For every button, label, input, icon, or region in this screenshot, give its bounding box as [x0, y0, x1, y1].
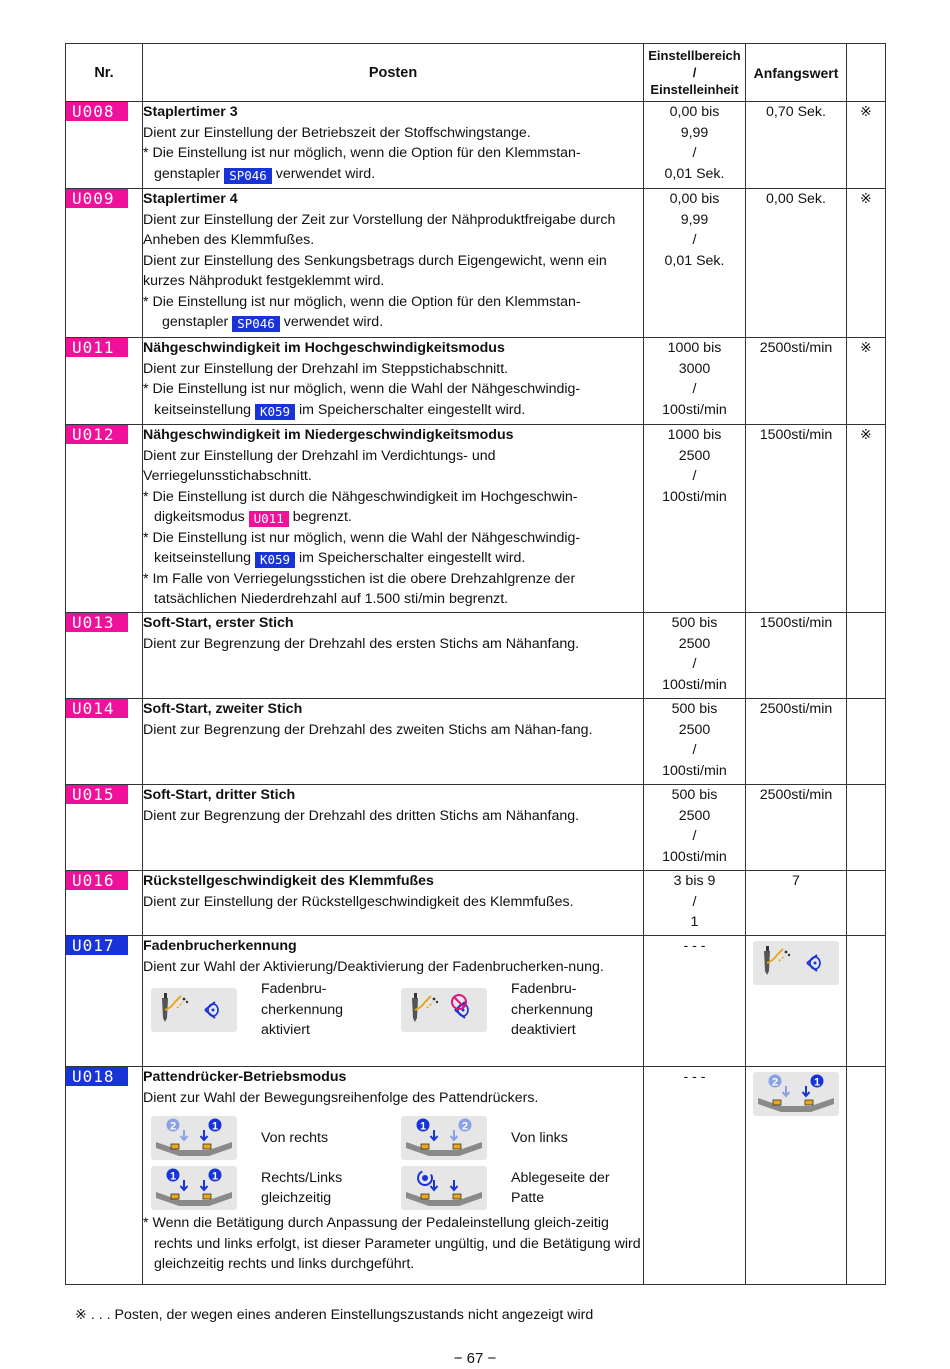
header-mark: [847, 44, 886, 102]
initial-value: [746, 1067, 847, 1285]
flap-presser-left-icon: [401, 1116, 487, 1160]
item-description: Dient zur Einstellung der Zeit zur Vorstellung der Nähproduktfreigabe durch Anheben des Klemmfußes.: [143, 211, 616, 248]
flap-presser-right-icon: [753, 1072, 839, 1116]
code-badge-inline: U011: [249, 511, 289, 527]
header-nr: Nr.: [66, 44, 143, 102]
item-title: Nähgeschwindigkeit im Hochgeschwindigkeitsmodus: [143, 340, 505, 356]
item-note: * Die Einstellung ist durch die Nähgeschwindigkeit im Hochgeschwin- digkeitsmodus U011 begrenzt.: [143, 488, 578, 526]
memory-switch-badge: K059: [255, 404, 295, 420]
setting-range: 0,00 bis 9,99 / 0,01 Sek.: [644, 102, 746, 189]
initial-value: 7: [746, 871, 847, 936]
code-badge: U014: [66, 699, 128, 718]
option-label: Ablegeseite der Patte: [511, 1169, 610, 1206]
header-row: [66, 44, 886, 102]
item-description: Dient zur Einstellung der Betriebszeit der Stoffschwingstange.: [143, 124, 531, 141]
option-label: Von rechts: [261, 1129, 329, 1146]
option-label: Rechts/Links gleichzeitig: [261, 1169, 343, 1206]
option-code-badge: SP046: [232, 316, 280, 332]
item-title: Rückstellgeschwindigkeit des Klemmfußes: [143, 873, 434, 889]
setting-range: 1000 bis 2500 / 100sti/min: [644, 425, 746, 613]
item-description: Dient zur Einstellung der Drehzahl im Steppstichabschnitt.: [143, 360, 509, 377]
setting-range: 500 bis 2500 / 100sti/min: [644, 785, 746, 871]
table-row: [66, 785, 886, 871]
initial-value: 2500sti/min: [746, 699, 847, 785]
item-note: * Die Einstellung ist nur möglich, wenn die Option für den Klemmstan- genstapler SP046 verwendet wird.: [143, 145, 581, 183]
initial-value: 0,00 Sek.: [746, 189, 847, 338]
item-description: Dient zur Begrenzung der Drehzahl des ersten Stichs am Nähanfang.: [143, 635, 580, 652]
thread-break-enabled-icon: [151, 988, 237, 1032]
item-note: * Die Einstellung ist nur möglich, wenn die Option für den Klemmstan- genstapler SP046 verwendet wird.: [143, 293, 581, 331]
initial-value: 1500sti/min: [746, 613, 847, 699]
item-description: Dient zur Begrenzung der Drehzahl des dritten Stichs am Nähanfang.: [143, 807, 580, 824]
hidden-mark: ※: [847, 102, 886, 189]
item-description: Dient zur Einstellung der Rückstellgeschwindigkeit des Klemmfußes.: [143, 893, 574, 910]
code-badge: U015: [66, 785, 128, 804]
table-row: [66, 613, 886, 699]
thread-break-disabled-icon: [401, 988, 487, 1032]
setting-range: 1000 bis 3000 / 100sti/min: [644, 338, 746, 425]
table-row: [66, 189, 886, 338]
flap-presser-side-icon: [401, 1166, 487, 1210]
hidden-mark: ※: [847, 338, 886, 425]
hidden-mark: ※: [847, 425, 886, 613]
item-note: * Im Falle von Verriegelungsstichen ist die obere Drehzahlgrenze der tatsächlichen Niederdrehzahl auf 1.500 sti/min begrenzt.: [143, 570, 576, 607]
item-description: Dient zur Wahl der Aktivierung/Deaktivierung der Fadenbrucherken-nung.: [143, 958, 604, 975]
setting-range: - - -: [644, 1067, 746, 1285]
setting-range: 0,00 bis 9,99 / 0,01 Sek.: [644, 189, 746, 338]
footnote: ※ . . . Posten, der wegen eines anderen Einstellungszustands nicht angezeigt wird: [75, 1307, 594, 1323]
code-badge: U012: [66, 425, 128, 444]
setting-range: 3 bis 9 / 1: [644, 871, 746, 936]
table-row: [66, 871, 886, 936]
memory-switch-badge: K059: [255, 552, 295, 568]
item-description: Dient zur Wahl der Bewegungsreihenfolge des Pattendrückers.: [143, 1089, 539, 1106]
header-posten: Posten: [143, 44, 644, 102]
item-description: Dient zur Begrenzung der Drehzahl des zweiten Stichs am Nähan-fang.: [143, 721, 593, 738]
table-row: [66, 338, 886, 425]
initial-value: 1500sti/min: [746, 425, 847, 613]
item-note: * Die Einstellung ist nur möglich, wenn die Wahl der Nähgeschwindig- keitseinstellung K059 im Speicherschalter eingestellt wird.: [143, 529, 581, 567]
table-row: [66, 425, 886, 613]
option-code-badge: SP046: [224, 168, 272, 184]
settings-table: [65, 43, 886, 1285]
item-title: Soft-Start, erster Stich: [143, 615, 294, 631]
option-label: Von links: [511, 1129, 568, 1146]
setting-range: 500 bis 2500 / 100sti/min: [644, 613, 746, 699]
code-badge: U018: [66, 1067, 128, 1086]
flap-presser-both-icon: [151, 1166, 237, 1210]
hidden-mark: ※: [847, 189, 886, 338]
option-label: Fadenbru-cherkennung deaktiviert: [511, 981, 594, 1038]
table-row: [66, 699, 886, 785]
code-badge: U011: [66, 338, 128, 357]
header-anfangswert: Anfangswert: [746, 44, 847, 102]
initial-value: 2500sti/min: [746, 785, 847, 871]
initial-value: [746, 936, 847, 1067]
setting-range: - - -: [644, 936, 746, 1067]
initial-value: 2500sti/min: [746, 338, 847, 425]
code-badge: U013: [66, 613, 128, 632]
page-number: − 67 −: [453, 1350, 497, 1367]
item-description: Dient zur Einstellung des Senkungsbetrags durch Eigengewicht, wenn ein kurzes Nähprodukt festgeklemmt wird.: [143, 252, 607, 289]
option-label: Fadenbru-cherkennung aktiviert: [261, 981, 344, 1038]
table-row: [66, 936, 886, 1067]
item-title: Staplertimer 3: [143, 104, 238, 120]
item-title: Soft-Start, zweiter Stich: [143, 701, 303, 717]
initial-value: 0,70 Sek.: [746, 102, 847, 189]
code-badge: U009: [66, 189, 128, 208]
item-title: Soft-Start, dritter Stich: [143, 787, 296, 803]
item-note: * Wenn die Betätigung durch Anpassung der Pedaleinstellung gleich-zeitig rechts und links erfolgt, ist dieser Parameter ungültig, und die Betätigung wird gleichzeitig rechts und links durchgeführt.: [143, 1215, 641, 1272]
thread-break-enabled-icon: [753, 941, 839, 985]
item-title: Pattendrücker-Betriebsmodus: [143, 1069, 347, 1085]
table-row: [66, 102, 886, 189]
code-badge: U016: [66, 871, 128, 890]
item-title: Fadenbrucherkennung: [143, 938, 297, 954]
code-badge: U008: [66, 102, 128, 121]
code-badge: U017: [66, 936, 128, 955]
item-note: * Die Einstellung ist nur möglich, wenn die Wahl der Nähgeschwindig- keitseinstellung K059 im Speicherschalter eingestellt wird.: [143, 381, 581, 419]
flap-presser-right-icon: [151, 1116, 237, 1160]
header-einstellbereich: Einstellbereich / Einstelleinheit: [644, 44, 746, 102]
table-row: [66, 1067, 886, 1285]
item-title: Nähgeschwindigkeit im Niedergeschwindigkeitsmodus: [143, 427, 514, 443]
item-title: Staplertimer 4: [143, 191, 238, 207]
item-description: Dient zur Einstellung der Drehzahl im Verdichtungs- und Verriegelunsstichabschnitt.: [143, 447, 496, 484]
setting-range: 500 bis 2500 / 100sti/min: [644, 699, 746, 785]
